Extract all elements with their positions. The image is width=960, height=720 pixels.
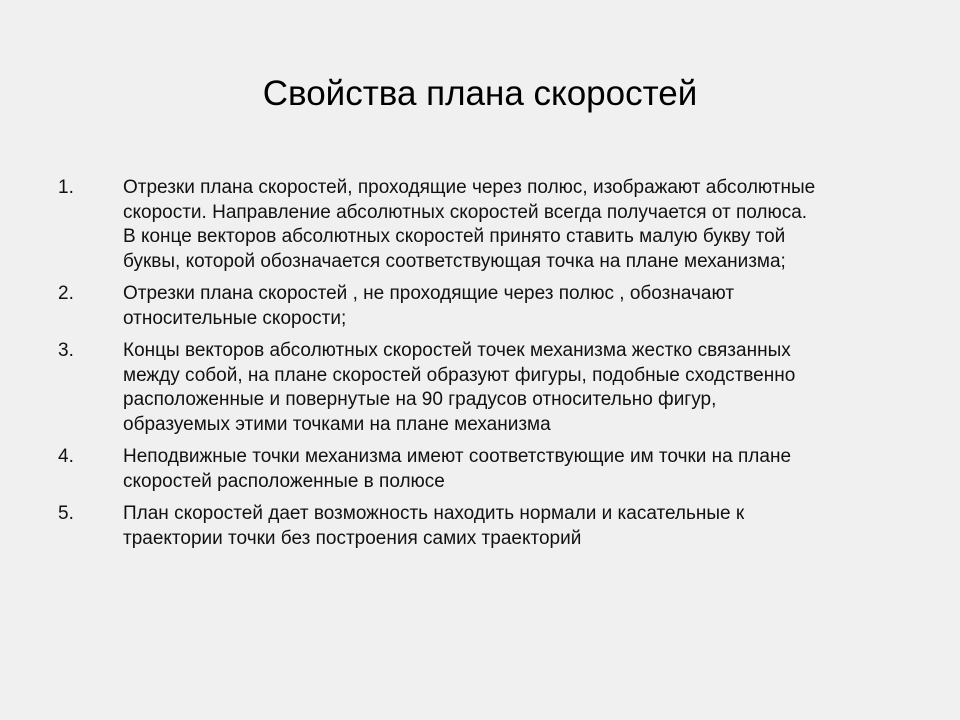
list-item — [58, 176, 908, 274]
list-item-text: Отрезки плана скоростей , не проходящие через полюс , обозначают относительные скорости; — [123, 283, 735, 329]
list-item-number: 3. — [58, 340, 74, 361]
list-item — [58, 339, 908, 437]
list-item-number: 2. — [58, 283, 74, 304]
list-item — [58, 445, 908, 494]
list-item-number: 1. — [58, 177, 74, 198]
list-item — [58, 282, 908, 331]
list-item — [58, 502, 908, 551]
slide-title: Свойства плана скоростей — [262, 74, 698, 113]
properties-list — [58, 176, 908, 559]
list-item-text: План скоростей дает возможность находить нормали и касательные к траектории точки без построения самих траекторий — [123, 503, 745, 549]
list-item-number: 5. — [58, 503, 74, 524]
list-item-number: 4. — [58, 446, 74, 467]
list-item-text: Отрезки плана скоростей, проходящие через полюс, изображают абсолютные скорости. Направление абсолютных скоростей всегда получается от полюса. В конце векторов абсолютных скоростей принято ставить малую букву той буквы, которой обозначается соответствующая точка на плане механизма; — [123, 177, 816, 272]
list-item-text: Неподвижные точки механизма имеют соответствующие им точки на плане скоростей расположенные в полюсе — [123, 446, 792, 492]
list-item-text: Концы векторов абсолютных скоростей точек механизма жестко связанных между собой, на плане скоростей образуют фигуры, подобные сходственно расположенные и повернутые на 90 градусов относительно фигур, образуемых этими точками на плане механизма — [123, 340, 796, 435]
